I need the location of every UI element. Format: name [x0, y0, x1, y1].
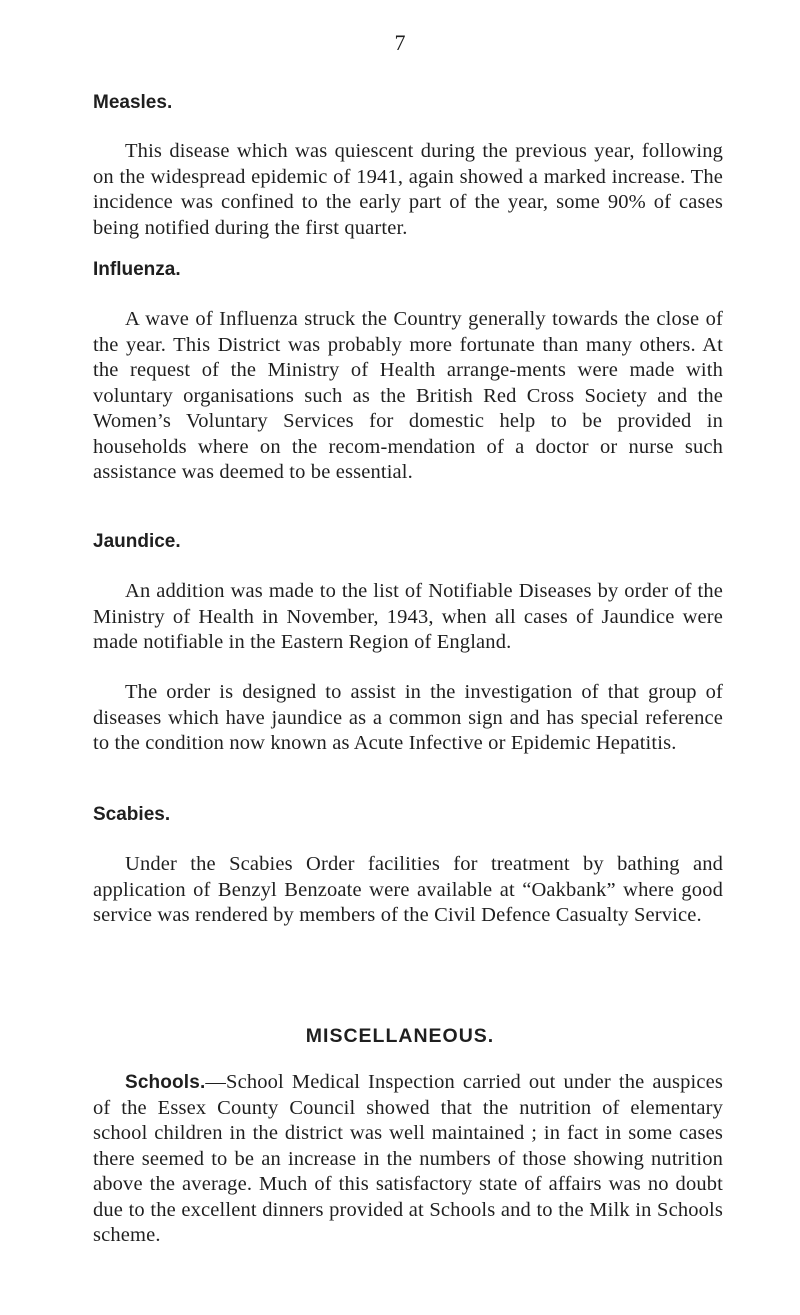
measles-heading: Measles. — [93, 92, 173, 113]
miscellaneous-heading: MISCELLANEOUS. — [305, 1025, 495, 1047]
schools-run-in-heading: Schools. — [125, 1072, 206, 1093]
jaundice-paragraph-1: An addition was made to the list of Notifiable Diseases by order of the Ministry of Health in November, 1943, when all cases of Jaundice were made notifiable in the Eastern Region of England. — [93, 580, 723, 653]
schools-paragraph-text: —School Medical Inspection carried out under the auspices of the Essex County Council showed that the nutrition of elementary school children in the district was well maintained ; in fact in some cases there seemed to be an increase in the numbers of those showing nutrition above the average. Much of this satisfactory state of affairs was no doubt due to the excellent dinners provided at Schools and to the Milk in Schools scheme. — [93, 1071, 723, 1246]
scabies-paragraph: Under the Scabies Order facilities for treatment by bathing and application of Benzyl Benzoate were available at “Oakbank” where good service was rendered by members of the Civil Defence Casualty Service. — [93, 853, 723, 926]
jaundice-heading: Jaundice. — [93, 531, 181, 552]
influenza-heading: Influenza. — [93, 259, 181, 280]
measles-paragraph: This disease which was quiescent during the previous year, following on the widespread epidemic of 1941, again showed a marked increase. The incidence was confined to the early part of the year, some 90% of cases being notified during the first quarter. — [93, 140, 723, 239]
jaundice-paragraph-2: The order is designed to assist in the investigation of that group of diseases which have jaundice as a common sign and has special reference to the condition now known as Acute Infective or Epidemic Hepatitis. — [93, 681, 723, 754]
influenza-paragraph: A wave of Influenza struck the Country generally towards the close of the year. This District was probably more fortunate than many others. At the request of the Ministry of Health arrange-ments were made with voluntary organisations such as the British Red Cross Society and the Women’s Voluntary Services for domestic help to be provided in households where on the recom-mendation of a doctor or nurse such assistance was deemed to be essential. — [93, 308, 723, 483]
schools-paragraph — [93, 1070, 723, 1249]
scabies-heading: Scabies. — [93, 804, 171, 825]
page-number: 7 — [394, 30, 406, 55]
